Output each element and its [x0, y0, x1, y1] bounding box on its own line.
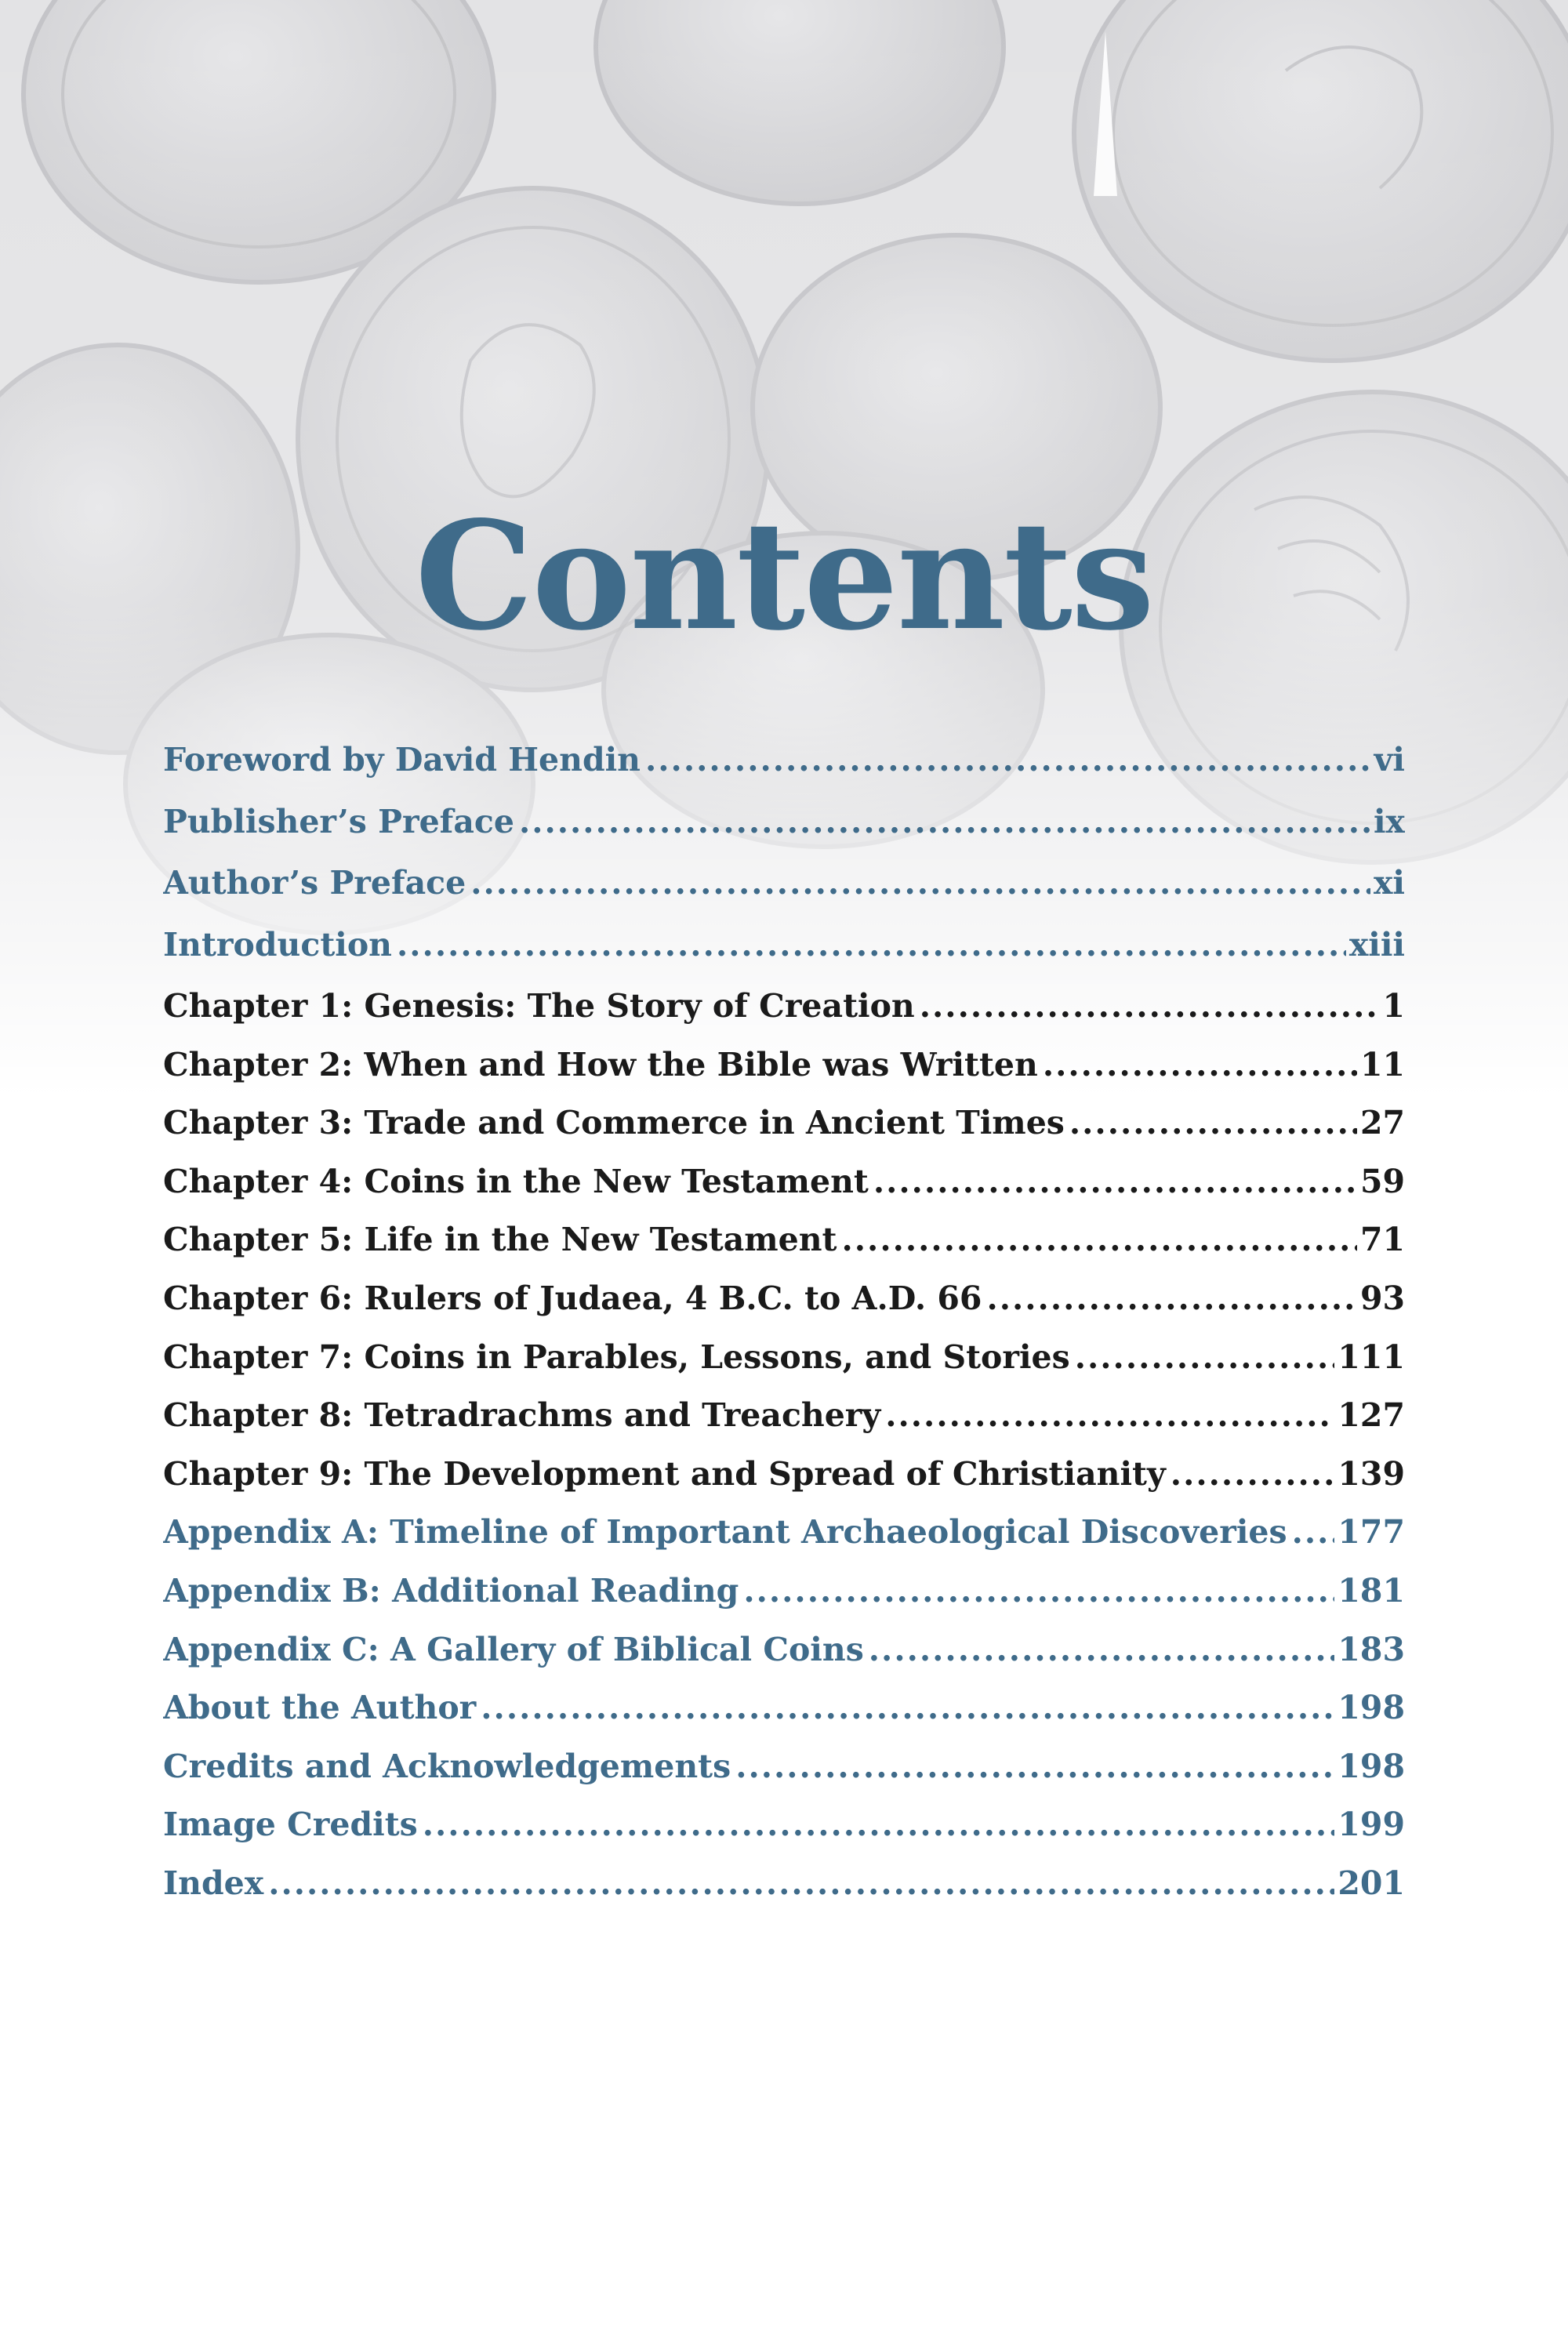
page-title: Contents: [415, 488, 1153, 663]
toc-entry: [163, 1806, 1405, 1864]
toc-entry-label: Chapter 9: The Development and Spread of Christianity: [163, 1454, 1166, 1493]
dot-leader: [397, 926, 1346, 964]
toc-entry: [163, 1572, 1405, 1631]
toc-entry-label: Index: [163, 1864, 264, 1902]
toc-entry-label: About the Author: [163, 1689, 477, 1727]
toc-entry-page-number: 127: [1338, 1396, 1405, 1435]
dot-leader: [986, 1279, 1356, 1317]
toc-entry: [163, 1279, 1405, 1338]
toc-entry-page-number: 11: [1359, 1045, 1405, 1083]
toc-entry-label: Introduction: [163, 925, 392, 964]
dot-leader: [1043, 1046, 1357, 1083]
dot-leader: [743, 1572, 1334, 1610]
toc-entry: [163, 926, 1405, 988]
dot-leader: [519, 803, 1370, 840]
toc-entry-page-number: 111: [1338, 1338, 1405, 1376]
toc-entry-page-number: 1: [1382, 987, 1405, 1025]
toc-entry: [163, 1748, 1405, 1806]
toc-entry: [163, 987, 1405, 1046]
toc-entry-page-number: 139: [1338, 1454, 1405, 1493]
toc-entry-label: Chapter 2: When and How the Bible was Written: [163, 1045, 1038, 1083]
dot-leader: [1075, 1338, 1335, 1376]
dot-leader: [1292, 1513, 1335, 1551]
toc-entry-label: Chapter 3: Trade and Commerce in Ancient Times: [163, 1104, 1065, 1142]
toc-entry-page-number: 183: [1338, 1630, 1405, 1668]
toc-entry-page-number: 93: [1359, 1279, 1405, 1317]
toc-entry-page-number: 181: [1338, 1571, 1405, 1610]
dot-leader: [470, 864, 1370, 902]
toc-entry-label: Author’s Preface: [163, 864, 466, 902]
toc-entry-page-number: 199: [1338, 1806, 1405, 1844]
toc-entry-label: Chapter 4: Coins in the New Testament: [163, 1162, 869, 1200]
toc-entry: [163, 1455, 1405, 1514]
toc-entry-label: Chapter 1: Genesis: The Story of Creation: [163, 987, 915, 1025]
dot-leader: [920, 987, 1380, 1025]
toc-entry-label: Foreword by David Hendin: [163, 741, 641, 779]
toc-entry-label: Chapter 8: Tetradrachms and Treachery: [163, 1396, 881, 1435]
dot-leader: [423, 1806, 1335, 1843]
toc-entry-page-number: xi: [1373, 864, 1405, 902]
toc-entry-page-number: xiii: [1348, 925, 1405, 964]
toc-entry-label: Credits and Acknowledgements: [163, 1747, 731, 1785]
toc-entry-label: Appendix C: A Gallery of Biblical Coins: [163, 1630, 864, 1668]
dot-leader: [481, 1689, 1334, 1726]
toc-entry: [163, 741, 1405, 803]
toc-entry: [163, 1163, 1405, 1221]
dot-leader: [735, 1748, 1334, 1785]
toc-entry-label: Chapter 6: Rulers of Judaea, 4 B.C. to A.D. 66: [163, 1279, 982, 1317]
toc-entry: [163, 803, 1405, 865]
toc-entry: [163, 864, 1405, 926]
dot-leader: [1171, 1455, 1335, 1493]
toc-entry-page-number: 198: [1338, 1747, 1405, 1785]
dot-leader: [268, 1864, 1334, 1902]
toc-entry-page-number: 27: [1359, 1104, 1405, 1142]
toc-entry: [163, 1513, 1405, 1572]
toc-entry-page-number: 201: [1338, 1864, 1405, 1902]
toc-entry-page-number: 177: [1338, 1513, 1405, 1552]
toc-entry: [163, 1221, 1405, 1279]
toc-entry-label: Appendix B: Additional Reading: [163, 1571, 739, 1610]
toc-entry-page-number: vi: [1374, 741, 1405, 779]
toc-entry: [163, 1338, 1405, 1397]
toc-entry-page-number: 59: [1359, 1162, 1405, 1200]
dot-leader: [869, 1631, 1335, 1668]
toc-entry: [163, 1396, 1405, 1455]
toc-entry-label: Publisher’s Preface: [163, 802, 514, 840]
dot-leader: [645, 741, 1371, 779]
toc-entry-label: Chapter 5: Life in the New Testament: [163, 1221, 837, 1259]
toc-entry-label: Appendix A: Timeline of Important Archaeological Discoveries: [163, 1513, 1287, 1552]
toc-entry: [163, 1104, 1405, 1163]
dot-leader: [885, 1396, 1334, 1434]
toc-entry: [163, 1864, 1405, 1923]
toc-entry: [163, 1689, 1405, 1748]
toc-entry-page-number: ix: [1373, 802, 1405, 840]
toc-entry-label: Chapter 7: Coins in Parables, Lessons, and Stories: [163, 1338, 1070, 1376]
dot-leader: [842, 1221, 1357, 1258]
toc-entry: [163, 1631, 1405, 1690]
dot-leader: [1069, 1104, 1357, 1142]
toc-entry-page-number: 71: [1359, 1221, 1405, 1259]
toc-entry-label: Image Credits: [163, 1806, 418, 1844]
toc-entry-page-number: 198: [1338, 1689, 1405, 1727]
table-of-contents: [163, 741, 1405, 1923]
dot-leader: [873, 1163, 1357, 1200]
toc-entry: [163, 1046, 1405, 1105]
